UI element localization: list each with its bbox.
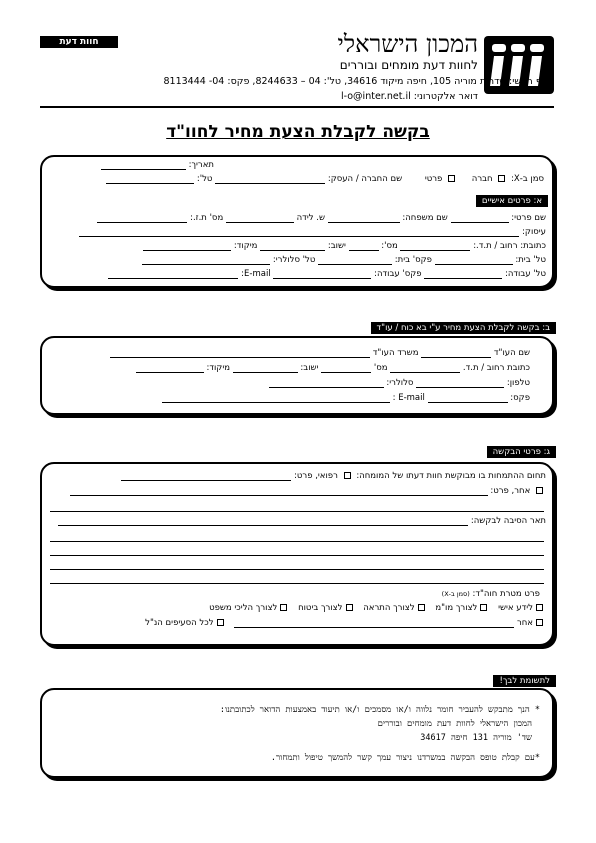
- work-fax-label: פקס' עבודה:: [374, 269, 422, 279]
- phone-label: טל':: [196, 174, 213, 184]
- note-1: * הנך מתבקש להעביר חומר נלווה ו/או מסמכים ו/או תיעוד באמצעות הדואר לכתובתנו:: [219, 705, 540, 715]
- warning-label: לצורך התראה: [363, 603, 415, 613]
- last-name-field[interactable]: [328, 214, 400, 223]
- zip-field[interactable]: [143, 242, 231, 251]
- company-name-field[interactable]: [215, 175, 325, 184]
- date-field[interactable]: [101, 161, 186, 170]
- company-checkbox[interactable]: [498, 175, 505, 182]
- reason-line[interactable]: [50, 569, 544, 570]
- fax2-field[interactable]: [428, 394, 508, 403]
- work-phone-field[interactable]: [424, 270, 502, 279]
- birth-year-field[interactable]: [226, 214, 294, 223]
- purpose-label: פרט מטרת חוה"ד:: [472, 589, 540, 599]
- phone-field[interactable]: [106, 175, 194, 184]
- zip2-label: מיקוד:: [206, 363, 231, 373]
- personal-details-box: [40, 155, 554, 288]
- lawyer-name-field[interactable]: [421, 349, 491, 358]
- email-label: E-mail:: [241, 269, 271, 279]
- street-no2-label: מס': [373, 363, 388, 373]
- note-2: *עם קבלת טופס הבקשה במשרדנו ניצור עמך קשר להמשך טיפול ותמחור.: [270, 753, 540, 763]
- insurance-checkbox[interactable]: [346, 604, 353, 611]
- all-checkbox[interactable]: [217, 619, 224, 626]
- occupation-label: עיסוק:: [522, 227, 546, 237]
- header-divider: [40, 106, 554, 108]
- work-fax-field[interactable]: [273, 270, 371, 279]
- id-label: מס' ת.ז.:: [190, 213, 224, 223]
- notes-box: [40, 688, 554, 778]
- legal-label: לצורך הליכי משפט: [209, 603, 278, 613]
- note-1c: שד' מוריה 131 חיפה 34617: [420, 733, 532, 743]
- request-details-box: [40, 462, 554, 646]
- reason-line[interactable]: [50, 555, 544, 556]
- email2-field[interactable]: [162, 394, 390, 403]
- home-fax-label: פקס' בית:: [394, 255, 432, 265]
- home-phone-field[interactable]: [435, 256, 513, 265]
- other-purpose-field[interactable]: [234, 619, 514, 628]
- zip2-field[interactable]: [136, 364, 204, 373]
- warning-checkbox[interactable]: [418, 604, 425, 611]
- reason-field[interactable]: [58, 517, 468, 526]
- fax2-label: פקס:: [510, 393, 530, 403]
- address2-field[interactable]: [390, 364, 460, 373]
- date-label: תאריך:: [188, 160, 214, 170]
- insurance-label: לצורך ביטוח: [298, 603, 343, 613]
- company-name-label: שם החברה / העסק:: [327, 174, 403, 184]
- city2-field[interactable]: [233, 364, 298, 373]
- reason-line[interactable]: [50, 583, 544, 584]
- office-label: משרד העו"ד: [372, 348, 419, 358]
- field-label: תחום ההתמחות בו מבוקשת חוות דעתו של המומחה:: [356, 471, 546, 481]
- street-no2-field[interactable]: [321, 364, 371, 373]
- home-phone-label: טל' בית:: [515, 255, 546, 265]
- section-a-label: א: פרטים אישיים: [476, 195, 548, 207]
- mobile2-field[interactable]: [269, 379, 384, 388]
- page-title: בקשה לקבלת הצעת מחיר לחוו"ד: [166, 122, 430, 142]
- all-label: לכל הסעיפים הנ"ל: [145, 618, 214, 628]
- first-name-field[interactable]: [451, 214, 509, 223]
- reason-line[interactable]: [50, 541, 544, 542]
- private-checkbox[interactable]: [448, 175, 455, 182]
- email-field[interactable]: [108, 270, 238, 279]
- private-label: פרטי: [424, 174, 443, 184]
- header-tag: חוות דעת: [40, 36, 118, 48]
- other-purpose-label: אחר: [516, 618, 533, 628]
- lawyer-box: [40, 336, 554, 415]
- reason-label: תאר הסיבה לבקשה:: [470, 516, 546, 526]
- mobile-label: טל' סלולרי:: [272, 255, 316, 265]
- city-label: ישוב:: [327, 241, 346, 251]
- street-no-field[interactable]: [349, 242, 379, 251]
- occupation-field[interactable]: [79, 228, 519, 237]
- header-email: דואר אלקטרוני: l-o@inter.net.il: [341, 91, 478, 102]
- org-subtitle: לחוות דעת מומחים ובוררים: [339, 58, 478, 72]
- address-field[interactable]: [400, 242, 470, 251]
- first-name-label: שם פרטי:: [511, 213, 546, 223]
- address-label: כתובת: רחוב / ת.ד.:: [473, 241, 546, 251]
- office-field[interactable]: [110, 349, 370, 358]
- work-phone-label: טל' עבודה:: [505, 269, 546, 279]
- city2-label: ישוב:: [300, 363, 319, 373]
- lawyer-name-label: שם העו"ד: [493, 348, 530, 358]
- negotiation-checkbox[interactable]: [480, 604, 487, 611]
- note-1b: המכון הישראלי לחוות דעת מומחים ובוררים: [377, 719, 532, 729]
- other-field-checkbox[interactable]: [536, 487, 543, 494]
- negotiation-label: לצורך מו"מ: [435, 603, 478, 613]
- id-field[interactable]: [97, 214, 187, 223]
- street-no-label: מס':: [381, 241, 398, 251]
- other-purpose-checkbox[interactable]: [536, 619, 543, 626]
- city-field[interactable]: [260, 242, 325, 251]
- other-field-input[interactable]: [70, 487, 488, 496]
- personal-checkbox[interactable]: [536, 604, 543, 611]
- mark-label: סמן ב-X:: [511, 174, 544, 184]
- home-fax-field[interactable]: [318, 256, 392, 265]
- org-name: המכון הישראלי: [337, 30, 478, 58]
- address2-label: כתובת רחוב / ת.ד.: [462, 363, 530, 373]
- blank-line[interactable]: [50, 511, 544, 512]
- company-label: חברה: [471, 174, 493, 184]
- personal-label: לידע אישי: [498, 603, 533, 613]
- section-c-label: ג: פרטי הבקשה: [487, 446, 556, 458]
- mobile2-label: סלולרי:: [386, 378, 414, 388]
- mobile-field[interactable]: [142, 256, 270, 265]
- last-name-label: שם משפחה:: [402, 213, 448, 223]
- birth-year-label: ש. לידה: [296, 213, 325, 223]
- medical-field[interactable]: [121, 472, 291, 481]
- medical-label: רפואי, פרט:: [294, 471, 338, 481]
- medical-checkbox[interactable]: [344, 472, 351, 479]
- email2-label: E-mail :: [392, 393, 425, 403]
- zip-label: מיקוד:: [233, 241, 258, 251]
- section-d-label: לתשומת לבך!: [493, 675, 556, 687]
- phone2-field[interactable]: [416, 379, 504, 388]
- purpose-note: (סמן ב-X): [441, 590, 470, 598]
- legal-checkbox[interactable]: [280, 604, 287, 611]
- header-address: סניף ראשי: שדרות מוריה 105, חיפה מיקוד 34616, טל': 04 – 8244633, פקס: 04- 8113444: [163, 76, 554, 87]
- other-field-label: אחר, פרט:: [490, 486, 531, 496]
- section-b-label: ב: בקשה לקבלת הצעת מחיר ע"י בא כוח / עו"ד: [371, 322, 556, 334]
- phone2-label: טלפון:: [506, 378, 530, 388]
